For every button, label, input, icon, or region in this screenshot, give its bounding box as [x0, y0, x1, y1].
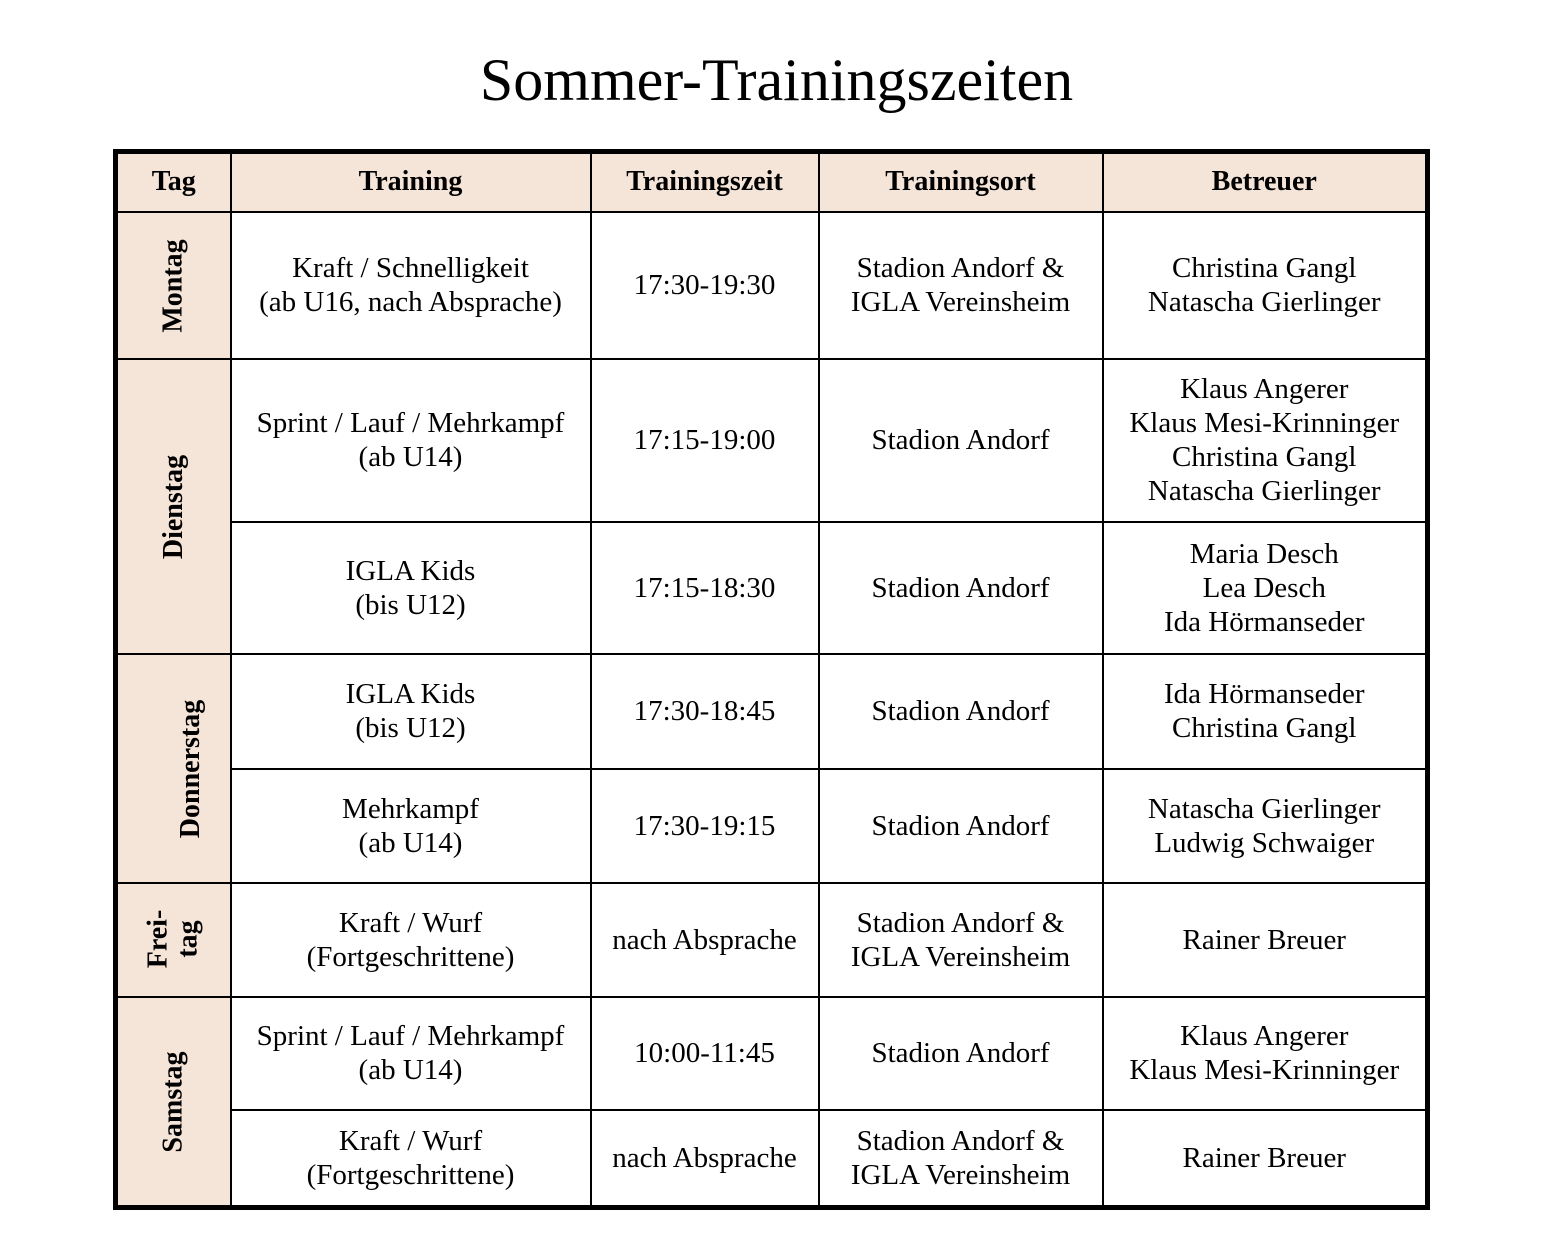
location-cell — [819, 883, 1103, 997]
cell-line: Maria Desch — [1189, 537, 1339, 570]
coach-cell — [1103, 769, 1428, 883]
day-label-samstag: Samstag — [157, 1051, 189, 1153]
cell-line: Klaus Mesi-Krinninger — [1129, 407, 1400, 439]
coach-cell — [1103, 883, 1428, 997]
cell-line: (Fortgeschrittene) — [306, 1158, 515, 1191]
time-cell: 17:15-18:30 — [591, 522, 819, 654]
cell-line: (ab U14) — [358, 441, 463, 473]
cell-line: Ida Hörmanseder — [1164, 605, 1365, 638]
cell-line: Klaus Angerer — [1180, 1020, 1349, 1052]
coach-cell — [1103, 359, 1428, 522]
coach-cell — [1103, 654, 1428, 769]
header-row — [116, 152, 1428, 212]
table-row — [116, 1110, 1428, 1208]
location-cell — [819, 997, 1103, 1110]
cell-line: IGLA Vereinsheim — [850, 286, 1071, 318]
training-cell — [231, 522, 591, 654]
training-cell — [231, 212, 591, 359]
cell-line: Rainer Breuer — [1182, 1141, 1346, 1174]
training-cell — [231, 883, 591, 997]
cell-line: (ab U14) — [358, 1054, 463, 1086]
cell-line: Stadion Andorf — [871, 695, 1050, 727]
cell-line: (ab U14) — [358, 826, 463, 859]
cell-line: IGLA Vereinsheim — [850, 1158, 1071, 1191]
time-cell: 10:00-11:45 — [591, 997, 819, 1110]
cell-line: Natascha Gierlinger — [1147, 792, 1381, 825]
cell-line: IGLA Kids — [345, 554, 476, 587]
cell-line: Klaus Mesi-Krinninger — [1129, 1054, 1400, 1086]
day-cell-freitag — [116, 883, 231, 997]
day-label-freitag: Frei- tag — [142, 909, 204, 969]
cell-line: Rainer Breuer — [1182, 923, 1346, 956]
cell-line: Mehrkampf — [342, 792, 479, 825]
time-cell: nach Absprache — [591, 883, 819, 997]
cell-line: Ida Hörmanseder — [1164, 678, 1365, 710]
coach-cell — [1103, 997, 1428, 1110]
location-cell — [819, 654, 1103, 769]
time-cell: 17:30-18:45 — [591, 654, 819, 769]
table-row — [116, 212, 1428, 359]
location-cell — [819, 769, 1103, 883]
cell-line: (ab U16, nach Absprache) — [259, 286, 562, 318]
cell-line: Stadion Andorf & — [856, 906, 1065, 939]
cell-line: Stadion Andorf — [871, 809, 1050, 842]
training-cell — [231, 1110, 591, 1208]
cell-line: Lea Desch — [1202, 571, 1326, 604]
cell-line: Kraft / Schnelligkeit — [292, 252, 529, 284]
cell-line: Christina Gangl — [1172, 252, 1357, 284]
day-label-montag: Montag — [157, 239, 189, 333]
day-cell-dienstag — [116, 359, 231, 654]
cell-line: Sprint / Lauf / Mehrkampf — [256, 407, 565, 439]
cell-line: Klaus Angerer — [1180, 373, 1349, 405]
header-day: Tag — [116, 152, 231, 212]
table-row — [116, 883, 1428, 997]
page-title: Sommer-Trainingszeiten — [479, 47, 1074, 113]
table-row — [116, 654, 1428, 769]
time-cell: 17:30-19:30 — [591, 212, 819, 359]
coach-cell — [1103, 522, 1428, 654]
cell-line: Stadion Andorf & — [856, 1124, 1065, 1157]
cell-line: Kraft / Wurf — [338, 906, 483, 939]
training-cell — [231, 359, 591, 522]
day-label-dienstag: Dienstag — [158, 454, 190, 560]
cell-line: (Fortgeschrittene) — [306, 940, 515, 973]
cell-line: Kraft / Wurf — [338, 1124, 483, 1157]
time-cell: 17:30-19:15 — [591, 769, 819, 883]
time-cell: 17:15-19:00 — [591, 359, 819, 522]
cell-line: Stadion Andorf — [871, 424, 1050, 456]
cell-line: IGLA Kids — [345, 678, 476, 710]
day-cell-samstag — [116, 997, 231, 1208]
header-coach: Betreuer — [1103, 152, 1428, 212]
table-row — [116, 522, 1428, 654]
cell-line: (bis U12) — [355, 588, 466, 621]
header-training: Training — [231, 152, 591, 212]
cell-line: Stadion Andorf — [871, 571, 1050, 604]
cell-line: Christina Gangl — [1172, 441, 1357, 473]
location-cell — [819, 1110, 1103, 1208]
cell-line: Stadion Andorf — [871, 1037, 1050, 1069]
table-row — [116, 769, 1428, 883]
training-cell — [231, 997, 591, 1110]
cell-line: Natascha Gierlinger — [1147, 475, 1381, 507]
cell-line: Natascha Gierlinger — [1147, 286, 1381, 318]
training-schedule-table — [113, 149, 1430, 1210]
cell-line: Ludwig Schwaiger — [1154, 826, 1375, 859]
training-cell — [231, 769, 591, 883]
cell-line: Sprint / Lauf / Mehrkampf — [256, 1020, 565, 1052]
cell-line: (bis U12) — [355, 712, 466, 744]
cell-line: IGLA Vereinsheim — [850, 940, 1071, 973]
training-cell — [231, 654, 591, 769]
table-row — [116, 359, 1428, 522]
location-cell — [819, 359, 1103, 522]
day-cell-montag — [116, 212, 231, 359]
header-location: Trainingsort — [819, 152, 1103, 212]
location-cell — [819, 522, 1103, 654]
location-cell — [819, 212, 1103, 359]
cell-line: Stadion Andorf & — [856, 252, 1065, 284]
header-time: Trainingszeit — [591, 152, 819, 212]
time-cell: nach Absprache — [591, 1110, 819, 1208]
cell-line: Christina Gangl — [1172, 712, 1357, 744]
day-cell-donnerstag — [116, 654, 231, 883]
day-label-donnerstag: Donnerstag — [175, 699, 207, 839]
coach-cell — [1103, 212, 1428, 359]
table-row — [116, 997, 1428, 1110]
coach-cell — [1103, 1110, 1428, 1208]
